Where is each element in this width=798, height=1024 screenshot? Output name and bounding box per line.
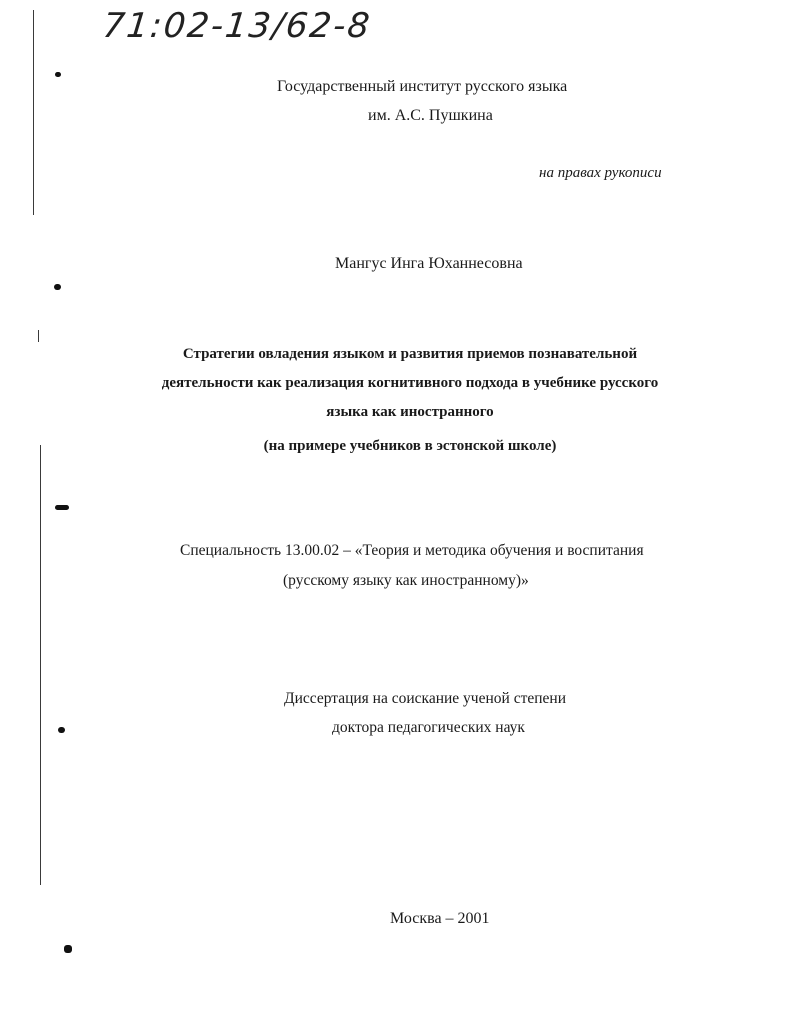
- specialty-line: Специальность 13.00.02 – «Теория и методика обучения и воспитания: [180, 542, 644, 559]
- scan-mark: [64, 945, 72, 953]
- thesis-title-line: Стратегии овладения языком и развития приемов познавательной: [182, 346, 638, 362]
- institution-name: Государственный институт русского языка: [277, 78, 568, 95]
- city-year: Москва – 2001: [390, 910, 490, 927]
- author-name: Мангус Инга Юханнесовна: [335, 255, 523, 272]
- dissertation-type: Диссертация на соискание ученой степени: [284, 690, 566, 707]
- thesis-title-line: языка как иностранного: [326, 404, 494, 420]
- specialty-line-2: (русскому языку как иностранному)»: [283, 572, 529, 589]
- scan-edge-line: [40, 445, 41, 885]
- thesis-title: [120, 340, 700, 427]
- institution-name-line2: им. А.С. Пушкина: [368, 107, 493, 124]
- scan-mark: [58, 727, 65, 733]
- scan-mark: [55, 72, 61, 77]
- scan-mark: [54, 284, 61, 290]
- scan-edge-line: [33, 10, 34, 215]
- manuscript-note: на правах рукописи: [539, 165, 662, 181]
- scan-mark: [55, 505, 69, 510]
- scan-edge-line: [38, 330, 39, 342]
- archive-stamp: 71:02-13/62-8: [100, 6, 374, 46]
- degree-name: доктора педагогических наук: [332, 719, 525, 736]
- thesis-subtitle: (на примере учебников в эстонской школе): [263, 438, 557, 454]
- thesis-title-line: деятельности как реализация когнитивного подхода в учебнике русского: [161, 375, 659, 391]
